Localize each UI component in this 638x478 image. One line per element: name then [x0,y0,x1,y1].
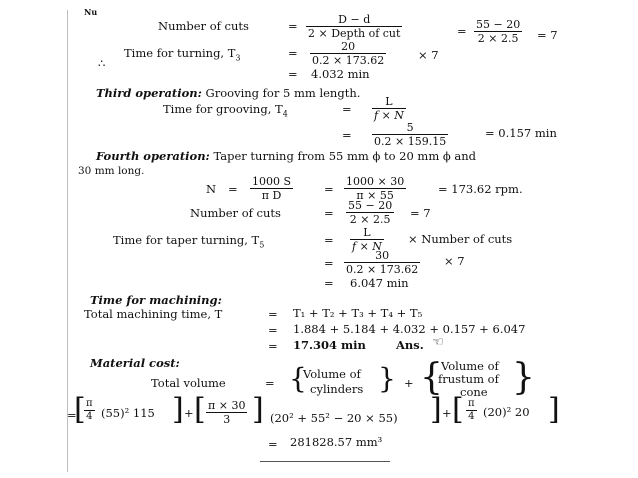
fraction-numerator: 1000 S [252,175,292,188]
cut-off-header-text: Nu [84,7,98,17]
fraction-numerator: L [363,226,371,239]
fraction-numerator: L [385,95,393,108]
volume-frustum-line2: frustum of [438,372,499,386]
t5-value-fraction [344,250,420,275]
total-volume-label: Total volume [151,376,226,390]
fourth-operation-line [96,151,476,163]
equals-sign: = [268,307,278,321]
cuts-label: Number of cuts [190,206,281,220]
bracket-left: [ [452,392,464,427]
n-value-fraction [344,176,406,201]
fraction-numerator: 20 [341,40,356,53]
equals-sign: = [324,182,334,196]
equals-sign: = [268,339,278,353]
fourth-operation-text: Taper turning from 55 mm ϕ to 20 mm ϕ and [213,149,477,163]
t5-label [113,235,264,249]
volume-frustum-line3: cone [460,385,488,399]
machining-total: 17.304 min [293,338,366,352]
cuts-fraction [306,14,402,39]
bracket-right: ] [430,392,442,427]
fraction-denominator: 4 [468,411,475,422]
bracket-right: ] [548,392,560,427]
page-margin-line [67,10,68,472]
section-rule [260,461,390,462]
t3-multiplier: × 7 [418,48,439,62]
equals-sign: = [324,206,334,220]
pointing-hand-icon: ☜ [432,335,444,350]
fourth-operation-heading: Fourth operation: [96,149,210,163]
equals-sign: = [457,24,467,38]
fraction-denominator: 2 × 2.5 [349,213,391,226]
fraction-numerator: π [86,398,93,409]
quarter-pi-fraction [84,399,95,422]
equals-sign: = [228,182,238,196]
equals-sign: = [324,233,334,247]
bracket-right: ] [172,392,184,427]
fraction-denominator: 4 [86,411,93,422]
t4-fraction [372,96,406,121]
equals-sign: = [288,19,298,33]
equals-sign: = [288,46,298,60]
brace-right: } [512,357,535,398]
t5-multiplier: × Number of cuts [408,232,513,246]
quarter-pi-fraction [466,399,477,422]
third-operation-text: Grooving for 5 mm length. [205,86,361,100]
cylinder-volume-term: (55)² 115 [101,406,155,420]
t5-result: 6.047 min [350,276,409,290]
equals-sign: = [342,128,352,142]
t4-value-fraction [372,122,448,147]
equals-sign: = [265,376,275,390]
equals-sign: = [268,437,278,451]
cuts-label: Number of cuts [158,19,249,33]
fraction-denominator: 0.2 × 159.15 [374,135,447,148]
fraction-denominator: π × 55 [356,189,394,202]
fraction-numerator: 55 − 20 [348,199,393,212]
machining-sum-terms: T₁ + T₂ + T₃ + T₄ + T₅ [293,306,423,320]
material-cost-heading: Material cost: [90,356,180,370]
machining-label: Total machining time, T [84,307,223,321]
machining-sum-values: 1.884 + 5.184 + 4.032 + 0.157 + 6.047 [293,322,526,336]
fraction-numerator: 1000 × 30 [346,175,405,188]
t3-subscript: 3 [235,53,241,63]
t3-label-text: Time for turning, T [124,46,236,60]
t3-label [124,48,241,62]
bracket-left: [ [74,392,86,427]
fraction-denominator: 0.2 × 173.62 [312,54,385,67]
n-fraction [250,176,293,201]
cone-volume-term: (20)² 20 [483,405,530,419]
equals-sign: = [324,256,334,270]
cuts2-fraction [346,200,394,225]
t5-subscript: 5 [259,240,265,250]
volume-frustum-line1: Volume of [441,359,499,373]
fraction-denominator: 2 × 2.5 [477,32,519,45]
fraction-denominator: π D [261,189,282,202]
fraction-denominator: 2 × Depth of cut [308,27,401,40]
t4-label [163,104,288,118]
equals-sign: = [268,323,278,337]
t5-label-text: Time for taper turning, T [113,233,260,247]
fraction-numerator: 30 [375,249,390,262]
t5-multiplier-value: × 7 [444,254,465,268]
fraction-numerator: 5 [406,121,414,134]
volume-cylinders-line2: cylinders [310,382,364,396]
plus-sign: + [442,406,452,420]
machining-heading: Time for machining: [90,293,222,307]
plus-sign: + [184,406,194,420]
fraction-denominator: 0.2 × 173.62 [346,263,419,276]
fraction-numerator: π [468,398,475,409]
volume-cylinders-line1: Volume of [303,367,361,381]
equals-sign: = [342,102,352,116]
equals-sign: = [324,276,334,290]
cuts-result: = 7 [537,28,558,42]
third-operation-line [96,88,360,100]
t4-result: = 0.157 min [485,126,557,140]
fourth-operation-text-cont: 30 mm long. [78,165,145,177]
brace-right: } [378,362,396,395]
fraction-numerator: D − d [338,13,371,26]
pi-30-over-3-fraction [206,400,247,425]
fraction-numerator: 55 − 20 [476,18,521,31]
fraction-denominator: f × N [374,109,404,122]
third-operation-heading: Third operation: [96,86,202,100]
t3-fraction [310,41,386,66]
t3-result: 4.032 min [311,67,370,81]
equals-sign: = [288,67,298,81]
therefore-symbol: ∴ [98,56,106,70]
brace-left: { [289,362,307,395]
t4-subscript: 4 [282,109,288,119]
bracket-right: ] [252,392,264,427]
brace-left: { [420,357,443,398]
answer-mark: Ans. [396,338,424,352]
frustum-volume-term: (20² + 55² − 20 × 55) [270,411,398,425]
cuts2-result: = 7 [410,206,431,220]
fraction-denominator: 3 [223,413,231,426]
n-result: = 173.62 rpm. [438,182,523,196]
cuts-value-fraction [474,19,522,44]
t4-label-text: Time for grooving, T [163,102,283,116]
fraction-numerator: π × 30 [208,399,246,412]
n-label: N [206,182,217,196]
total-volume-result: 281828.57 mm³ [290,435,383,449]
equals-sign: = [67,408,77,422]
fraction-denominator: f × N [352,240,382,253]
bracket-left: [ [194,392,206,427]
plus-sign: + [404,376,414,390]
